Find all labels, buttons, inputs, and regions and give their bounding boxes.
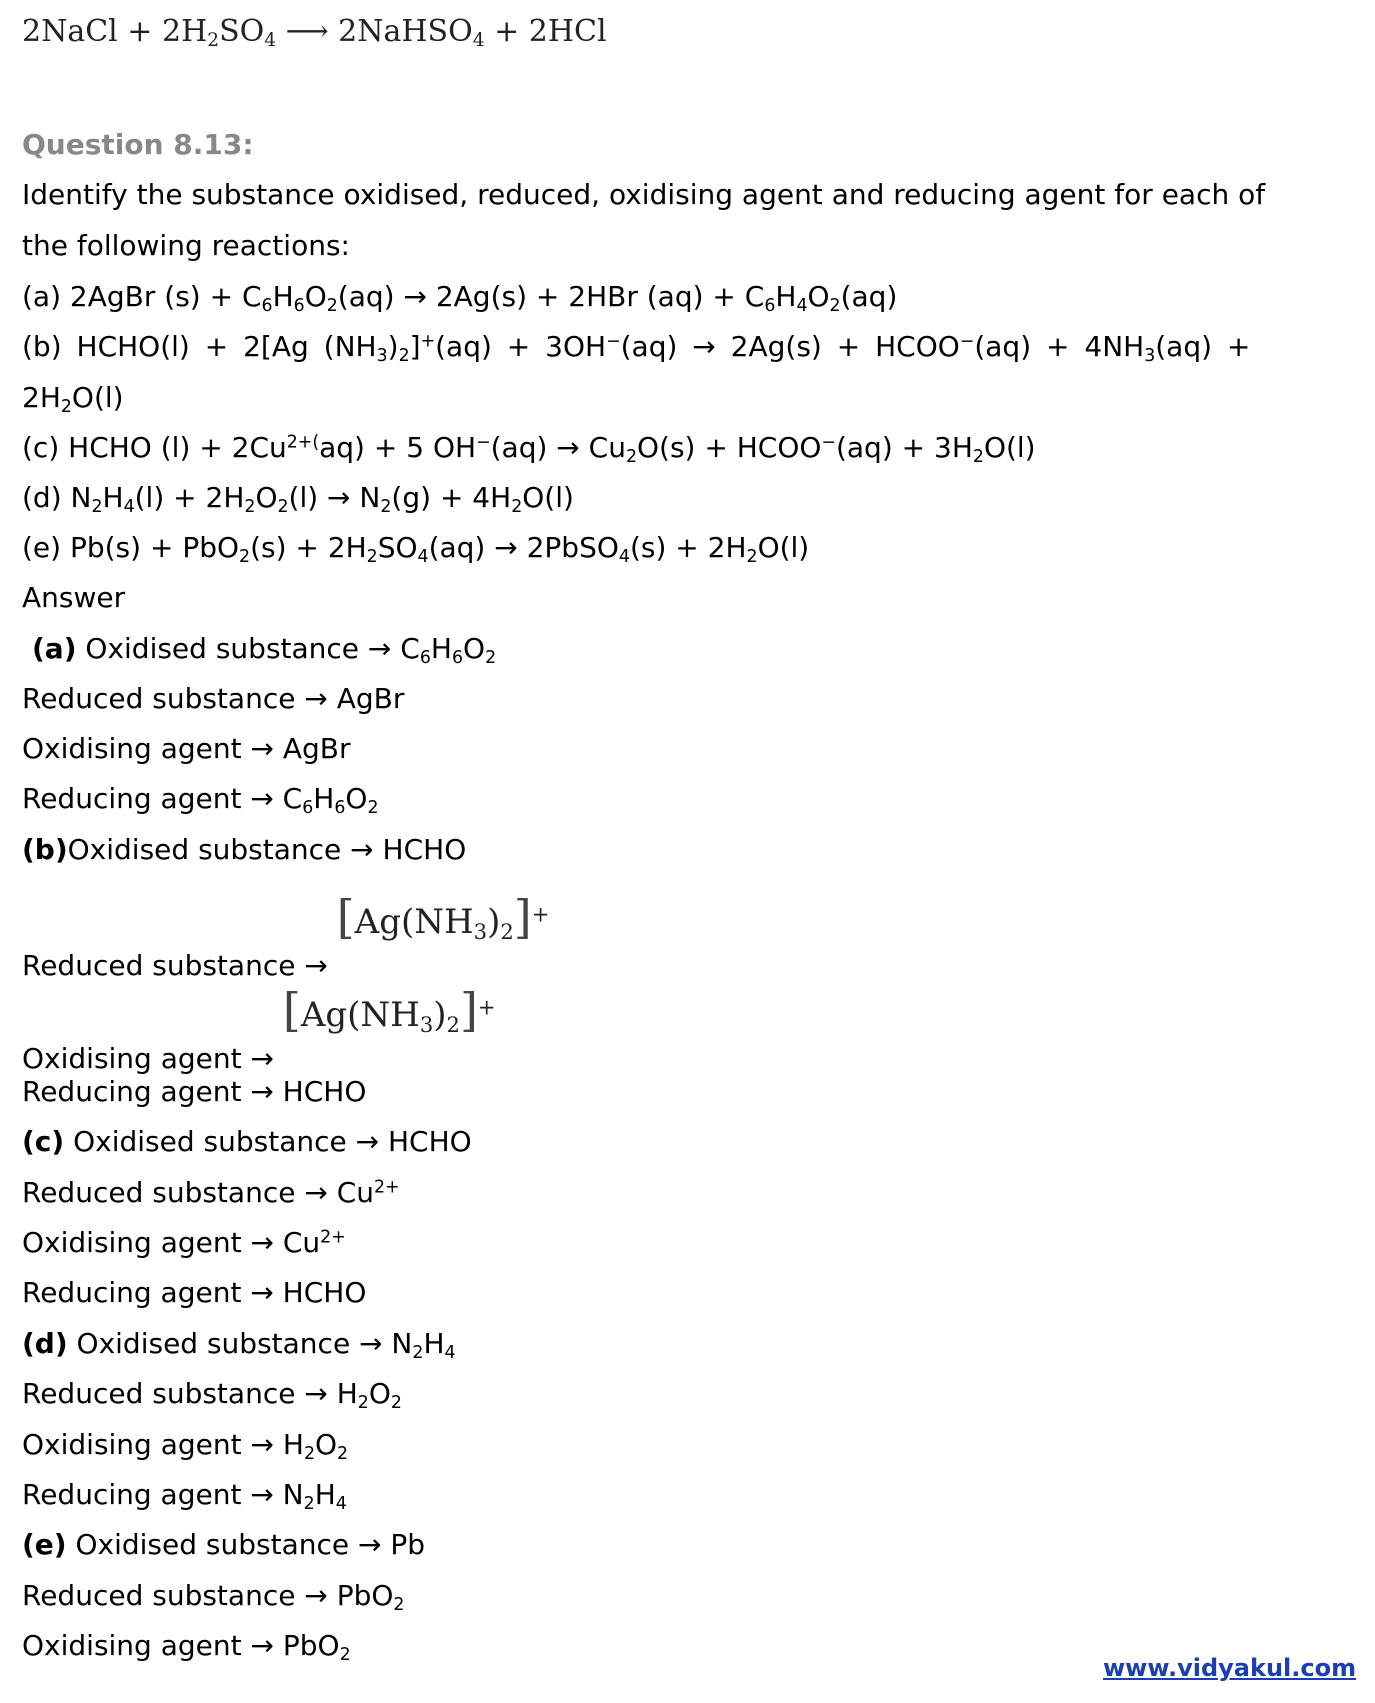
answer-e-oxidised: (e) Oxidised substance → Pb bbox=[22, 1528, 426, 1561]
answer-a-reduced: Reduced substance → AgBr bbox=[22, 682, 405, 715]
reaction-b-line-1: (b) HCHO(l) + 2[Ag $(NH_3)_2]^+(aq) + 3OH^-(aq) \to 2Ag(s)$ + HCOO−(aq) + $4NH_3(aq)$ + bbox=[22, 330, 1251, 366]
answer-d-reduced: Reduced substance → $H_2O_2$ bbox=[22, 1377, 402, 1413]
answer-c-oxidised: (c) Oxidised substance → HCHO bbox=[22, 1125, 472, 1158]
question-prompt-line-2: the following reactions: bbox=[22, 229, 350, 262]
answer-b-oxidised: (b)Oxidised substance → HCHO bbox=[22, 833, 467, 866]
answer-c-oxidising: Oxidising agent → $Cu^{2+}$ bbox=[22, 1226, 346, 1259]
answer-b-oxidising: Oxidising agent → $[Ag(NH_3)_2]^+$ bbox=[22, 983, 496, 1075]
reaction-d: (d) $N_2H_4(l) + 2H_2O_2(l) \to N_2(g) + 4H_2O(l)$ bbox=[22, 481, 574, 517]
reaction-a: (a) 2AgBr $(s) + C_6H_6O_2(aq) \to 2Ag(s) + 2HBr$ $(aq) + C_6H_4O_2(aq)$ bbox=[22, 280, 898, 316]
previous-equation: 2NaCl + $2H_2SO_4$ ⟶ 2NaHSO$_4$ + 2HCl bbox=[22, 14, 607, 52]
answer-label: Answer bbox=[22, 581, 126, 614]
answer-c-reduced: Reduced substance → $Cu^{2+}$ bbox=[22, 1176, 400, 1209]
complex-formula-image: $[Ag(NH_3)_2]^+$ bbox=[336, 890, 550, 944]
answer-d-reducing: Reducing agent → $N_2H_4$ bbox=[22, 1478, 347, 1514]
answer-e-oxidising: Oxidising agent → PbO$_2$ bbox=[22, 1629, 351, 1665]
reaction-b-line-2: $2H_2O(l)$ bbox=[22, 381, 124, 417]
answer-a-oxidising: Oxidising agent → AgBr bbox=[22, 732, 351, 765]
question-prompt-line-1: Identify the substance oxidised, reduced, oxidising agent and reducing agent for each of bbox=[22, 178, 1266, 211]
answer-a-oxidised: (a) Oxidised substance → $C_6H_6O_2$ bbox=[32, 632, 497, 668]
complex-formula-image: $[Ag(NH_3)_2]^+$ bbox=[282, 983, 496, 1037]
vidyakul-link[interactable]: www.vidyakul.com bbox=[1103, 1654, 1357, 1682]
reaction-c: (c) HCHO $(l) + 2Cu^{2+(}aq) + 5$ $OH^-(aq) \to Cu_2O(s)$ + HCOO−(aq) + $3H_2O(l)$ bbox=[22, 431, 1036, 467]
answer-d-oxidised: (d) Oxidised substance → $N_2H_4$ bbox=[22, 1327, 456, 1363]
reaction-e: (e) $Pb(s) + PbO_2(s) + 2H_2SO_4(aq)$ → 2PbSO$_4$(s) + $2H_2O(l)$ bbox=[22, 531, 810, 567]
answer-b-reduced: Reduced substance → $[Ag(NH_3)_2]^+$ bbox=[22, 890, 550, 982]
answer-b-reducing: Reducing agent → HCHO bbox=[22, 1075, 367, 1108]
answer-d-oxidising: Oxidising agent → $H_2O_2$ bbox=[22, 1428, 349, 1464]
question-title: Question 8.13: bbox=[22, 128, 254, 161]
answer-c-reducing: Reducing agent → HCHO bbox=[22, 1276, 367, 1309]
answer-a-reducing: Reducing agent → $C_6H_6O_2$ bbox=[22, 782, 379, 818]
answer-e-reduced: Reduced substance → PbO$_2$ bbox=[22, 1579, 405, 1615]
